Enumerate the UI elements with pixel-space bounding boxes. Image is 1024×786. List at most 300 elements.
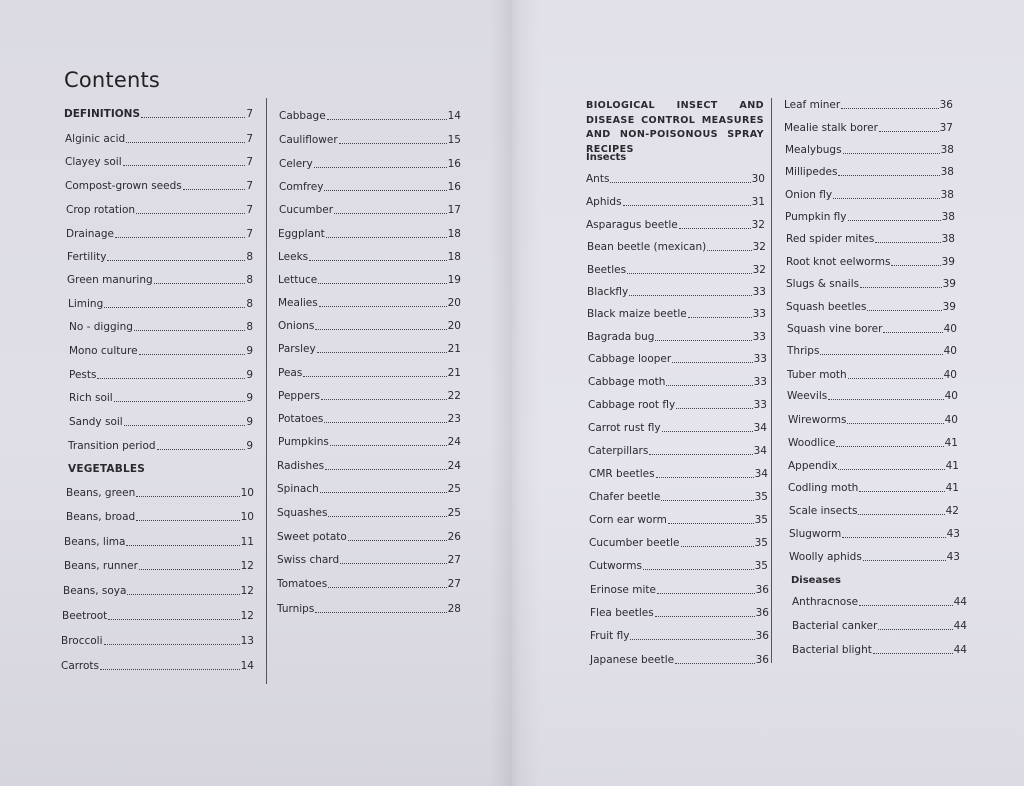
toc-entry-label: Leeks	[278, 251, 309, 263]
toc-entry-label: Sweet potato	[277, 531, 347, 543]
toc-entry-label: Fertility	[67, 251, 107, 263]
toc-entry[interactable]	[66, 204, 253, 217]
toc-entry-page: 40	[944, 390, 958, 402]
dot-leader	[127, 593, 239, 595]
toc-entry-page: 30	[751, 173, 765, 185]
toc-entry-page: 9	[246, 440, 253, 452]
column-divider-right	[771, 98, 772, 663]
toc-entry[interactable]	[279, 204, 461, 217]
toc-entry[interactable]	[786, 278, 956, 291]
toc-entry-label: Tuber moth	[787, 369, 847, 381]
toc-entry-label: Mono culture	[69, 345, 138, 357]
toc-entry[interactable]	[67, 251, 253, 264]
toc-entry-label: Millipedes	[785, 166, 838, 178]
toc-entry-page: 8	[246, 274, 253, 286]
toc-entry[interactable]	[278, 228, 461, 241]
toc-entry-label: Eggplant	[278, 228, 325, 240]
dot-leader	[860, 286, 942, 288]
toc-entry[interactable]	[64, 536, 254, 549]
toc-entry-label: CMR beetles	[589, 468, 655, 480]
toc-entry[interactable]	[590, 584, 769, 597]
toc-entry-page: 35	[754, 491, 768, 503]
toc-entry-page: 36	[755, 607, 769, 619]
toc-entry[interactable]	[792, 644, 967, 657]
dot-leader	[688, 316, 752, 318]
toc-entry-page: 33	[753, 376, 767, 388]
toc-entry[interactable]	[277, 483, 461, 496]
dot-leader	[623, 204, 751, 206]
book-gutter	[490, 0, 540, 786]
toc-entry-page: 7	[246, 133, 253, 145]
toc-entry[interactable]	[785, 166, 954, 179]
toc-entry[interactable]	[68, 440, 253, 453]
dot-leader	[649, 453, 752, 455]
toc-entry-label: Appendix	[788, 460, 838, 472]
toc-entry-page: 32	[752, 241, 766, 253]
toc-entry[interactable]	[279, 110, 461, 123]
dot-leader	[668, 522, 754, 524]
dot-leader	[324, 189, 446, 191]
definitions-heading-entry[interactable]	[64, 108, 253, 121]
toc-entry[interactable]	[587, 241, 766, 254]
toc-entry[interactable]	[278, 413, 461, 426]
vegetables-heading: VEGETABLES	[68, 463, 145, 475]
toc-entry-page: 22	[447, 390, 461, 402]
toc-entry-page: 39	[942, 278, 956, 290]
toc-entry[interactable]	[65, 180, 253, 193]
dot-leader	[676, 407, 752, 409]
toc-entry-page: 36	[755, 584, 769, 596]
toc-entry-page: 14	[447, 110, 461, 122]
toc-entry-page: 8	[246, 321, 253, 333]
dot-leader	[326, 236, 447, 238]
toc-entry-label: Squash vine borer	[787, 323, 883, 335]
toc-entry[interactable]	[278, 343, 461, 356]
dot-leader	[141, 116, 245, 118]
toc-entry-page: 32	[751, 219, 765, 231]
toc-entry-label: Cutworms	[589, 560, 642, 572]
dot-leader	[847, 422, 943, 424]
toc-entry[interactable]	[788, 460, 959, 473]
toc-entry-label: Liming	[68, 298, 104, 310]
toc-entry-page: 17	[447, 204, 461, 216]
dot-leader	[643, 568, 754, 570]
toc-entry-label: Woodlice	[788, 437, 836, 449]
toc-entry-page: 33	[753, 353, 767, 365]
toc-entry[interactable]	[590, 654, 769, 667]
toc-entry[interactable]	[279, 181, 461, 194]
toc-entry-page: 36	[939, 99, 953, 111]
toc-entry[interactable]	[586, 219, 765, 232]
toc-entry-label: Black maize beetle	[587, 308, 687, 320]
dot-leader	[107, 259, 245, 261]
toc-entry-page: 35	[754, 560, 768, 572]
toc-entry[interactable]	[69, 416, 253, 429]
toc-entry[interactable]	[788, 437, 958, 450]
toc-entry[interactable]	[278, 390, 461, 403]
dot-leader	[183, 188, 246, 190]
toc-entry[interactable]	[586, 173, 765, 186]
toc-entry[interactable]	[277, 603, 461, 616]
dot-leader	[319, 305, 447, 307]
toc-entry-page: 7	[246, 108, 253, 120]
toc-entry[interactable]	[277, 507, 461, 520]
toc-entry-label: Peppers	[278, 390, 320, 402]
dot-leader	[848, 219, 941, 221]
dot-leader	[655, 615, 755, 617]
toc-entry-label: Mealies	[278, 297, 318, 309]
dot-leader	[873, 652, 953, 654]
toc-entry-page: 36	[755, 654, 769, 666]
toc-entry-label: Cabbage	[279, 110, 326, 122]
toc-entry-page: 12	[240, 560, 254, 572]
toc-entry-label: Cucumber	[279, 204, 334, 216]
toc-entry-page: 25	[447, 483, 461, 495]
dot-leader	[681, 545, 754, 547]
dot-leader	[321, 398, 447, 400]
toc-entry-label: Comfrey	[279, 181, 324, 193]
toc-entry[interactable]	[65, 156, 253, 169]
toc-entry-label: Rich soil	[69, 392, 113, 404]
toc-entry[interactable]	[787, 323, 957, 336]
dot-leader	[828, 398, 943, 400]
toc-entry[interactable]	[589, 491, 768, 504]
dot-leader	[662, 430, 753, 432]
toc-entry[interactable]	[66, 511, 254, 524]
dot-leader	[661, 499, 753, 501]
toc-entry-label: Pumpkins	[278, 436, 329, 448]
toc-entry-label: Swiss chard	[277, 554, 340, 566]
dot-leader	[891, 264, 940, 266]
toc-entry[interactable]	[278, 251, 461, 264]
toc-entry-page: 7	[246, 228, 253, 240]
toc-entry-label: Woolly aphids	[789, 551, 862, 563]
dot-leader	[320, 491, 447, 493]
toc-entry[interactable]	[277, 578, 461, 591]
toc-entry[interactable]	[588, 353, 767, 366]
toc-entry[interactable]	[784, 122, 953, 135]
toc-entry-label: Cabbage moth	[588, 376, 666, 388]
dot-leader	[325, 468, 446, 470]
toc-entry-label: Drainage	[66, 228, 114, 240]
toc-entry-label: No - digging	[69, 321, 133, 333]
toc-entry[interactable]	[67, 274, 253, 287]
toc-entry-label: Sandy soil	[69, 416, 123, 428]
dot-leader	[97, 377, 245, 379]
toc-entry-page: 40	[944, 414, 958, 426]
dot-leader	[136, 495, 239, 497]
toc-entry-page: 10	[240, 487, 254, 499]
dot-leader	[858, 513, 944, 515]
toc-entry[interactable]	[588, 445, 767, 458]
toc-entry[interactable]	[589, 468, 768, 481]
toc-entry-label: Pumpkin fly	[785, 211, 847, 223]
toc-entry-page: 35	[754, 537, 768, 549]
toc-entry-page: 33	[752, 331, 766, 343]
toc-entry-page: 44	[953, 644, 967, 656]
toc-entry[interactable]	[588, 376, 767, 389]
toc-entry-page: 8	[246, 251, 253, 263]
toc-entry[interactable]	[787, 369, 957, 382]
toc-entry[interactable]	[588, 422, 767, 435]
toc-entry-page: 9	[246, 369, 253, 381]
dot-leader	[863, 559, 946, 561]
toc-entry[interactable]	[785, 144, 954, 157]
dot-leader	[679, 227, 751, 229]
toc-entry-page: 41	[944, 437, 958, 449]
toc-entry[interactable]	[786, 256, 955, 269]
toc-entry-label: Corn ear worm	[589, 514, 667, 526]
toc-entry-label: Onions	[278, 320, 315, 332]
toc-entry[interactable]	[278, 320, 461, 333]
column-divider-left	[266, 98, 267, 684]
toc-entry[interactable]	[789, 551, 960, 564]
toc-entry[interactable]	[589, 537, 768, 550]
insects-heading: Insects	[586, 152, 627, 163]
toc-entry[interactable]	[785, 211, 955, 224]
dot-leader	[327, 118, 447, 120]
toc-entry-label: Bacterial canker	[792, 620, 878, 632]
toc-entry-label: Alginic acid	[65, 133, 126, 145]
toc-entry[interactable]	[587, 264, 766, 277]
dot-leader	[334, 212, 447, 214]
toc-entry-label: Bean beetle (mexican)	[587, 241, 707, 253]
dot-leader	[114, 400, 246, 402]
dot-leader	[841, 107, 938, 109]
toc-entry[interactable]	[65, 133, 253, 146]
toc-entry-label: Green manuring	[67, 274, 153, 286]
dot-leader	[108, 618, 239, 620]
toc-entry-label: Root knot eelworms	[786, 256, 891, 268]
toc-entry[interactable]	[63, 585, 254, 598]
dot-leader	[314, 166, 447, 168]
toc-entry-page: 18	[447, 228, 461, 240]
toc-entry[interactable]	[278, 436, 461, 449]
toc-entry[interactable]	[62, 610, 254, 623]
toc-entry-label: Pests	[69, 369, 97, 381]
toc-entry-page: 9	[246, 392, 253, 404]
contents-title: Contents	[64, 68, 161, 92]
toc-entry-page: 44	[953, 620, 967, 632]
toc-entry[interactable]	[589, 560, 768, 573]
toc-entry-label: Erinose mite	[590, 584, 656, 596]
toc-entry[interactable]	[792, 596, 967, 609]
toc-entry-label: Beans, broad	[66, 511, 136, 523]
dot-leader	[820, 353, 942, 355]
toc-entry-label: Flea beetles	[590, 607, 654, 619]
toc-entry-label: Beetles	[587, 264, 627, 276]
toc-entry-label: Cabbage root fly	[588, 399, 676, 411]
dot-leader	[610, 181, 750, 183]
dot-leader	[672, 361, 752, 363]
dot-leader	[838, 174, 939, 176]
toc-entry[interactable]	[277, 554, 461, 567]
toc-entry-page: 35	[754, 514, 768, 526]
dot-leader	[843, 152, 940, 154]
dot-leader	[867, 309, 941, 311]
toc-entry-label: Compost-grown seeds	[65, 180, 182, 192]
dot-leader	[324, 421, 446, 423]
toc-entry-label: Cucumber beetle	[589, 537, 680, 549]
toc-entry-page: 38	[940, 144, 954, 156]
dot-leader	[154, 282, 246, 284]
toc-entry-page: 13	[240, 635, 254, 647]
toc-entry-page: 21	[447, 343, 461, 355]
dot-leader	[630, 638, 754, 640]
toc-entry-label: Broccoli	[61, 635, 103, 647]
toc-entry[interactable]	[588, 399, 767, 412]
toc-entry[interactable]	[590, 630, 769, 643]
toc-entry-label: Radishes	[277, 460, 325, 472]
toc-entry-page: 27	[447, 578, 461, 590]
toc-entry-page: 12	[240, 610, 254, 622]
toc-entry[interactable]	[61, 635, 254, 648]
toc-entry[interactable]	[279, 158, 461, 171]
toc-entry-label: Anthracnose	[792, 596, 859, 608]
toc-entry-page: 27	[447, 554, 461, 566]
section-title-biological-control: BIOLOGICAL INSECT AND DISEASE CONTROL MEASURES AND NON-POISONOUS SPRAY RECIPES	[586, 100, 764, 155]
toc-entry[interactable]	[69, 321, 253, 334]
dot-leader	[666, 384, 752, 386]
toc-entry-label: Fruit fly	[590, 630, 630, 642]
toc-entry[interactable]	[788, 414, 958, 427]
toc-entry-label: Aphids	[586, 196, 622, 208]
toc-entry[interactable]	[784, 99, 953, 112]
dot-leader	[104, 643, 240, 645]
toc-entry-page: 38	[940, 189, 954, 201]
toc-entry-label: Mealybugs	[785, 144, 842, 156]
toc-entry-page: 10	[240, 511, 254, 523]
dot-leader	[136, 519, 239, 521]
definitions-heading: DEFINITIONS	[64, 108, 141, 120]
toc-entry-label: Potatoes	[278, 413, 324, 425]
toc-entry-page: 43	[946, 528, 960, 540]
dot-leader	[100, 668, 240, 670]
toc-entry[interactable]	[788, 482, 959, 495]
toc-entry[interactable]	[278, 274, 461, 287]
toc-entry-label: Thrips	[787, 345, 820, 357]
toc-entry-page: 33	[753, 399, 767, 411]
toc-entry[interactable]	[69, 369, 253, 382]
toc-entry[interactable]	[61, 660, 254, 673]
dot-leader	[339, 142, 447, 144]
toc-entry-label: Weevils	[787, 390, 828, 402]
toc-entry[interactable]	[786, 301, 956, 314]
toc-entry[interactable]	[278, 367, 461, 380]
toc-entry-page: 33	[752, 308, 766, 320]
toc-entry-label: Ants	[586, 173, 610, 185]
toc-entry-label: Parsley	[278, 343, 316, 355]
toc-entry-page: 40	[943, 369, 957, 381]
toc-entry-label: Beans, green	[66, 487, 136, 499]
dot-leader	[124, 424, 246, 426]
toc-entry[interactable]	[590, 607, 769, 620]
dot-leader	[136, 212, 245, 214]
dot-leader	[875, 241, 940, 243]
toc-entry-page: 26	[447, 531, 461, 543]
toc-entry-label: Transition period	[68, 440, 156, 452]
toc-entry-label: Spinach	[277, 483, 319, 495]
toc-entry[interactable]	[68, 298, 253, 311]
toc-entry-page: 37	[939, 122, 953, 134]
dot-leader	[833, 197, 940, 199]
toc-entry-page: 40	[943, 323, 957, 335]
toc-entry-page: 42	[945, 505, 959, 517]
toc-entry-page: 39	[941, 256, 955, 268]
toc-entry-label: Chafer beetle	[589, 491, 661, 503]
toc-entry-page: 18	[447, 251, 461, 263]
toc-entry[interactable]	[66, 487, 254, 500]
dot-leader	[315, 328, 446, 330]
dot-leader	[134, 329, 245, 331]
toc-entry[interactable]	[66, 228, 253, 241]
toc-entry[interactable]	[786, 233, 955, 246]
dot-leader	[838, 468, 944, 470]
toc-entry[interactable]	[589, 514, 768, 527]
toc-entry[interactable]	[789, 528, 960, 541]
toc-entry-label: Bacterial blight	[792, 644, 872, 656]
toc-entry[interactable]	[278, 297, 461, 310]
toc-entry[interactable]	[787, 345, 957, 358]
toc-entry-label: Caterpillars	[588, 445, 649, 457]
toc-entry-page: 34	[754, 468, 768, 480]
dot-leader	[675, 662, 755, 664]
toc-entry[interactable]	[787, 390, 958, 403]
toc-entry[interactable]	[587, 331, 766, 344]
toc-entry-label: Wireworms	[788, 414, 847, 426]
toc-entry-label: Lettuce	[278, 274, 318, 286]
toc-entry-label: Beans, runner	[64, 560, 138, 572]
toc-entry-label: Beetroot	[62, 610, 108, 622]
toc-entry-page: 7	[246, 204, 253, 216]
toc-entry[interactable]	[587, 286, 766, 299]
toc-entry-page: 39	[942, 301, 956, 313]
toc-entry-label: Celery	[279, 158, 313, 170]
toc-entry-label: Carrot rust fly	[588, 422, 661, 434]
toc-entry[interactable]	[279, 134, 461, 147]
toc-entry-page: 41	[945, 482, 959, 494]
dot-leader	[330, 444, 447, 446]
toc-entry-page: 38	[940, 166, 954, 178]
dot-leader	[340, 562, 447, 564]
toc-entry[interactable]	[789, 505, 959, 518]
toc-entry[interactable]	[277, 531, 461, 544]
toc-entry[interactable]	[587, 308, 766, 321]
toc-entry-page: 41	[945, 460, 959, 472]
toc-entry[interactable]	[64, 560, 254, 573]
toc-entry-page: 32	[752, 264, 766, 276]
toc-entry-label: Blackfly	[587, 286, 629, 298]
toc-entry-page: 16	[447, 158, 461, 170]
toc-entry-page: 15	[447, 134, 461, 146]
toc-entry[interactable]	[792, 620, 967, 633]
toc-entry-page: 28	[447, 603, 461, 615]
toc-entry-page: 24	[447, 436, 461, 448]
toc-entry-page: 31	[751, 196, 765, 208]
toc-entry[interactable]	[785, 189, 954, 202]
toc-entry-label: Codling moth	[788, 482, 859, 494]
toc-entry-page: 24	[447, 460, 461, 472]
toc-entry-page: 44	[953, 596, 967, 608]
toc-entry-label: Slugs & snails	[786, 278, 860, 290]
dot-leader	[139, 353, 246, 355]
toc-entry[interactable]	[277, 460, 461, 473]
toc-entry-page: 11	[240, 536, 254, 548]
toc-entry[interactable]	[69, 345, 253, 358]
toc-entry[interactable]	[69, 392, 253, 405]
toc-entry-page: 40	[943, 345, 957, 357]
toc-entry[interactable]	[586, 196, 765, 209]
